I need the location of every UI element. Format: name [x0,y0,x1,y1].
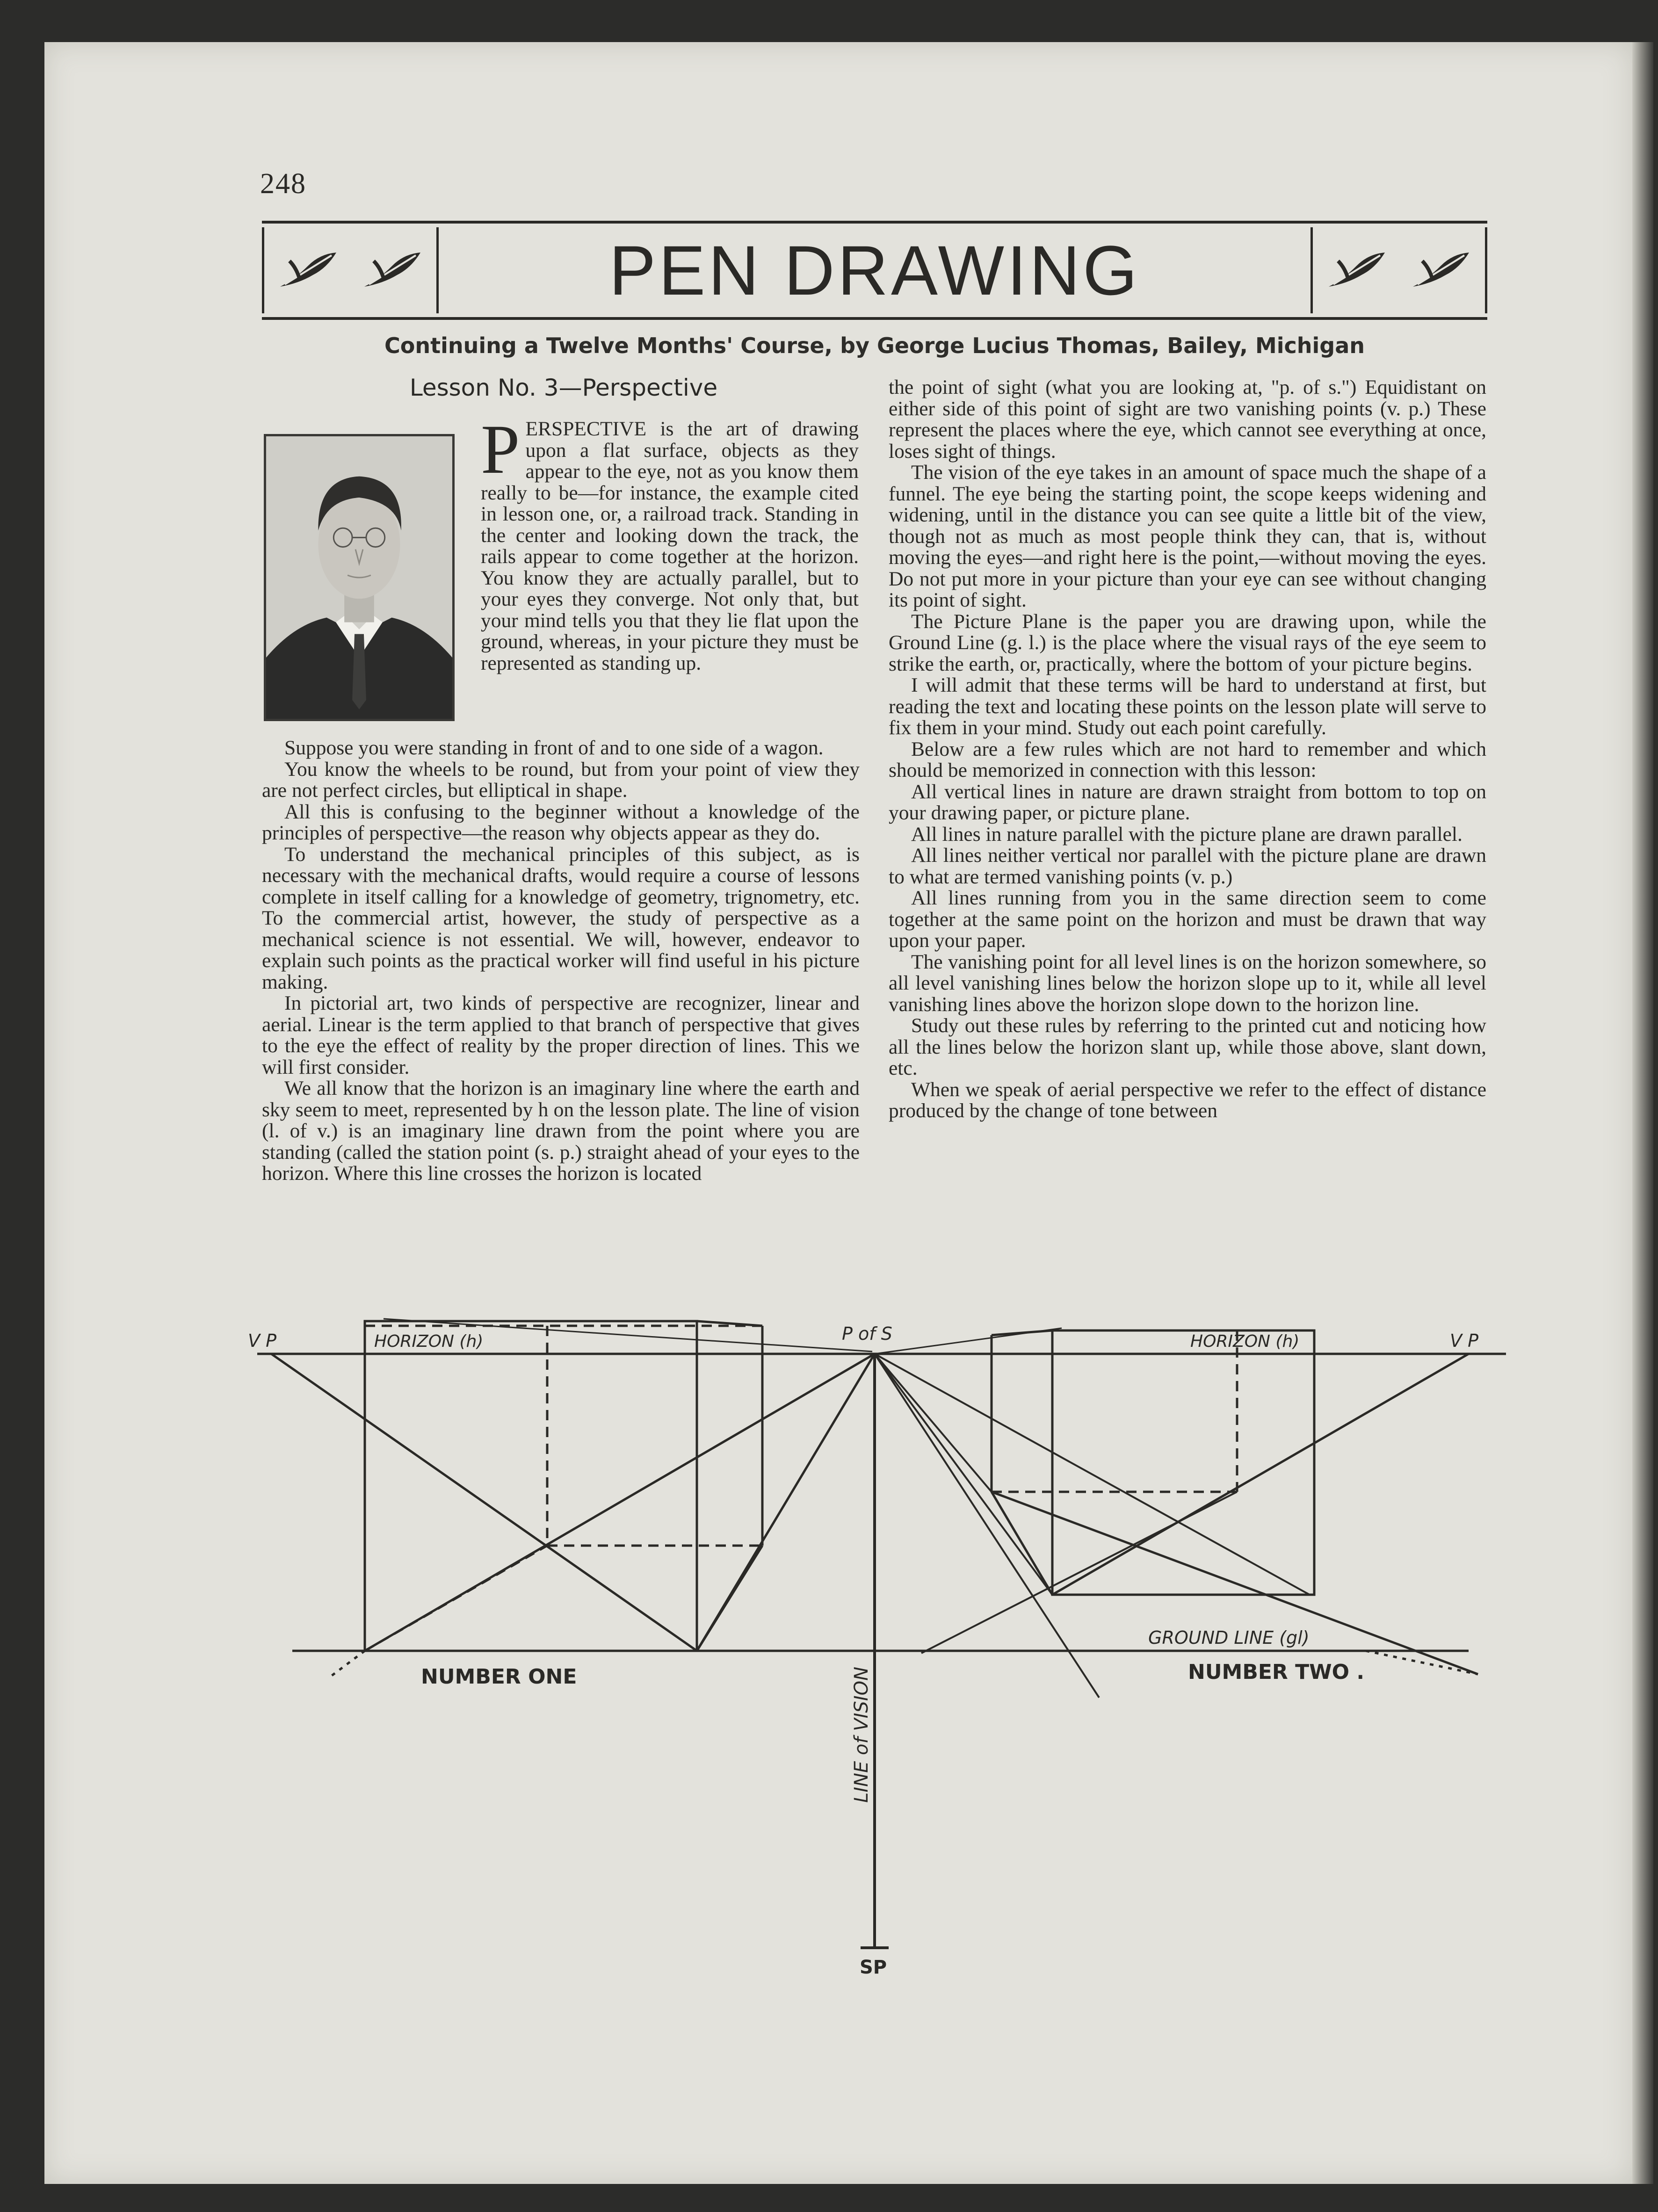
next-page-edge [1632,42,1653,2184]
paragraph: In pictorial art, two kinds of perspective are recognizer, linear and aerial. Linear is the term applied to that branch of perspective that gives to the eye the effect of reality by the proper direction of lines. This we will first consider. [262,992,860,1078]
paragraph: All lines neither vertical nor parallel with the picture plane are drawn to what are termed vanishing points (v. p.) [889,844,1486,888]
leaf-icon [275,247,341,294]
banner-ornament-right [1310,227,1487,313]
paragraph: The vision of the eye takes in an amount of space much the shape of a funnel. The eye being the starting point, the scope keeps widening and widening, until in the distance you can see quite a little bit of the view, though not as much as most people think they can, that is, without moving the eyes—and right here is the point,—without moving the eyes. Do not put more in your picture than your eye can see without changing its point of sight. [889,461,1486,611]
article-column-right [889,377,1486,1122]
paragraph: The Picture Plane is the paper you are drawing upon, while the Ground Line (g. l.) is the place where the visual rays of the eye seem to strike the earth, or, practically, where the bottom of your picture begins. [889,610,1486,675]
paragraph: We all know that the horizon is an imaginary line where the earth and sky seem to meet, represented by h on the lesson plate. The line of vision (l. of v.) is an imaginary line drawn from the point where you are standing (called the station point (s. p.) straight ahead of your eyes to the horizon. Where this line crosses the horizon is located [262,1077,860,1185]
paragraph: All lines running from you in the same direction seem to come together at the same point on the horizon and must be drawn that way upon your paper. [889,887,1486,952]
line-of-vision-label: LINE of VISION [851,1666,872,1803]
article-column-left [262,737,860,1185]
paragraph: To understand the mechanical principles of this subject, as is necessary with the mechanical drafts, would require a course of lessons complete in itself calling for a knowledge of geometry, trignometry, etc. To the commercial artist, however, the study of perspective as a mechanical science is not essential. We will, however, endeavor to explain such points as the practical worker will find useful in his picture making. [262,843,860,993]
section-banner [262,221,1487,320]
paragraph: All lines in nature parallel with the picture plane are drawn parallel. [911,823,1463,846]
paragraph: You know the wheels to be round, but from your point of view they are not perfect circles, but elliptical in shape. [262,758,860,802]
horizon-label-right: HORIZON (h) [1190,1332,1300,1351]
paragraph: Study out these rules by referring to the printed cut and noticing how all the lines below the horizon slant up, while those above, slant down, etc. [889,1014,1486,1079]
article-column-left-top [481,411,859,674]
page-number: 248 [260,168,306,200]
paragraph: Below are a few rules which are not hard to remember and which should be memorized in connection with this lesson: [889,737,1486,781]
horizon-label-left: HORIZON (h) [374,1332,484,1351]
vp-left-label: V P [248,1330,276,1351]
article-subtitle: Continuing a Twelve Months' Course, by George Lucius Thomas, Bailey, Michigan [384,333,1365,358]
banner-ornament-left [262,227,439,313]
paragraph: All vertical lines in nature are drawn straight from bottom to top on your drawing paper, or picture plane. [889,780,1486,824]
paragraph: Suppose you were standing in front of and to one side of a wagon. [284,737,824,759]
station-point-label: SP [860,1957,887,1978]
paragraph: the point of sight (what you are looking at, "p. of s.") Equidistant on either side of this point of sight are two vanishing points (v. p.) These represent the places where the eye, which cannot see everything at once, loses sight of things. [889,376,1486,463]
number-one-label: NUMBER ONE [421,1665,577,1689]
banner-title: PEN DRAWING [609,231,1140,310]
lesson-title: Lesson No. 3—Perspective [409,374,718,401]
paragraph: The vanishing point for all level lines is on the horizon somewhere, so all level vanishing lines below the horizon slope up to it, while all level vanishing lines above the horizon slope down to the horizon line. [889,950,1486,1016]
box-number-one [271,1319,875,1679]
point-of-sight-label: P of S [842,1323,892,1344]
number-two-label: NUMBER TWO . [1188,1660,1365,1684]
paragraph: All this is confusing to the beginner without a knowledge of the principles of perspective—the reason why objects appear as they do. [262,800,860,844]
vp-right-label: V P [1450,1330,1478,1351]
author-portrait [264,434,455,721]
perspective-diagram [243,1300,1515,1978]
leaf-icon [360,247,425,294]
paragraph: I will admit that these terms will be hard to understand at first, but reading the text and locating these points on the lesson plate will serve to fix them in your mind. Study out each point carefully. [889,674,1486,739]
leaf-icon [1324,247,1390,294]
intro-paragraph: ERSPECTIVE is the art of drawing upon a flat surface, objects as they appear to the eye, not as you know them really to be—for instance, the example cited in lesson one, or, a railroad track. Standing in the center and looking down the track, the rails appear to come together at the horizon. You know they are actually parallel, but to your eyes they converge. Not only that, but your mind tells you that they lie flat upon the ground, whereas, in your picture they must be represented as standing up. [481,418,859,674]
leaf-icon [1408,247,1474,294]
ground-line-label: GROUND LINE (gl) [1148,1627,1310,1648]
paragraph: When we speak of aerial perspective we refer to the effect of distance produced by the change of tone between [889,1078,1486,1122]
drop-cap: P [481,411,520,488]
